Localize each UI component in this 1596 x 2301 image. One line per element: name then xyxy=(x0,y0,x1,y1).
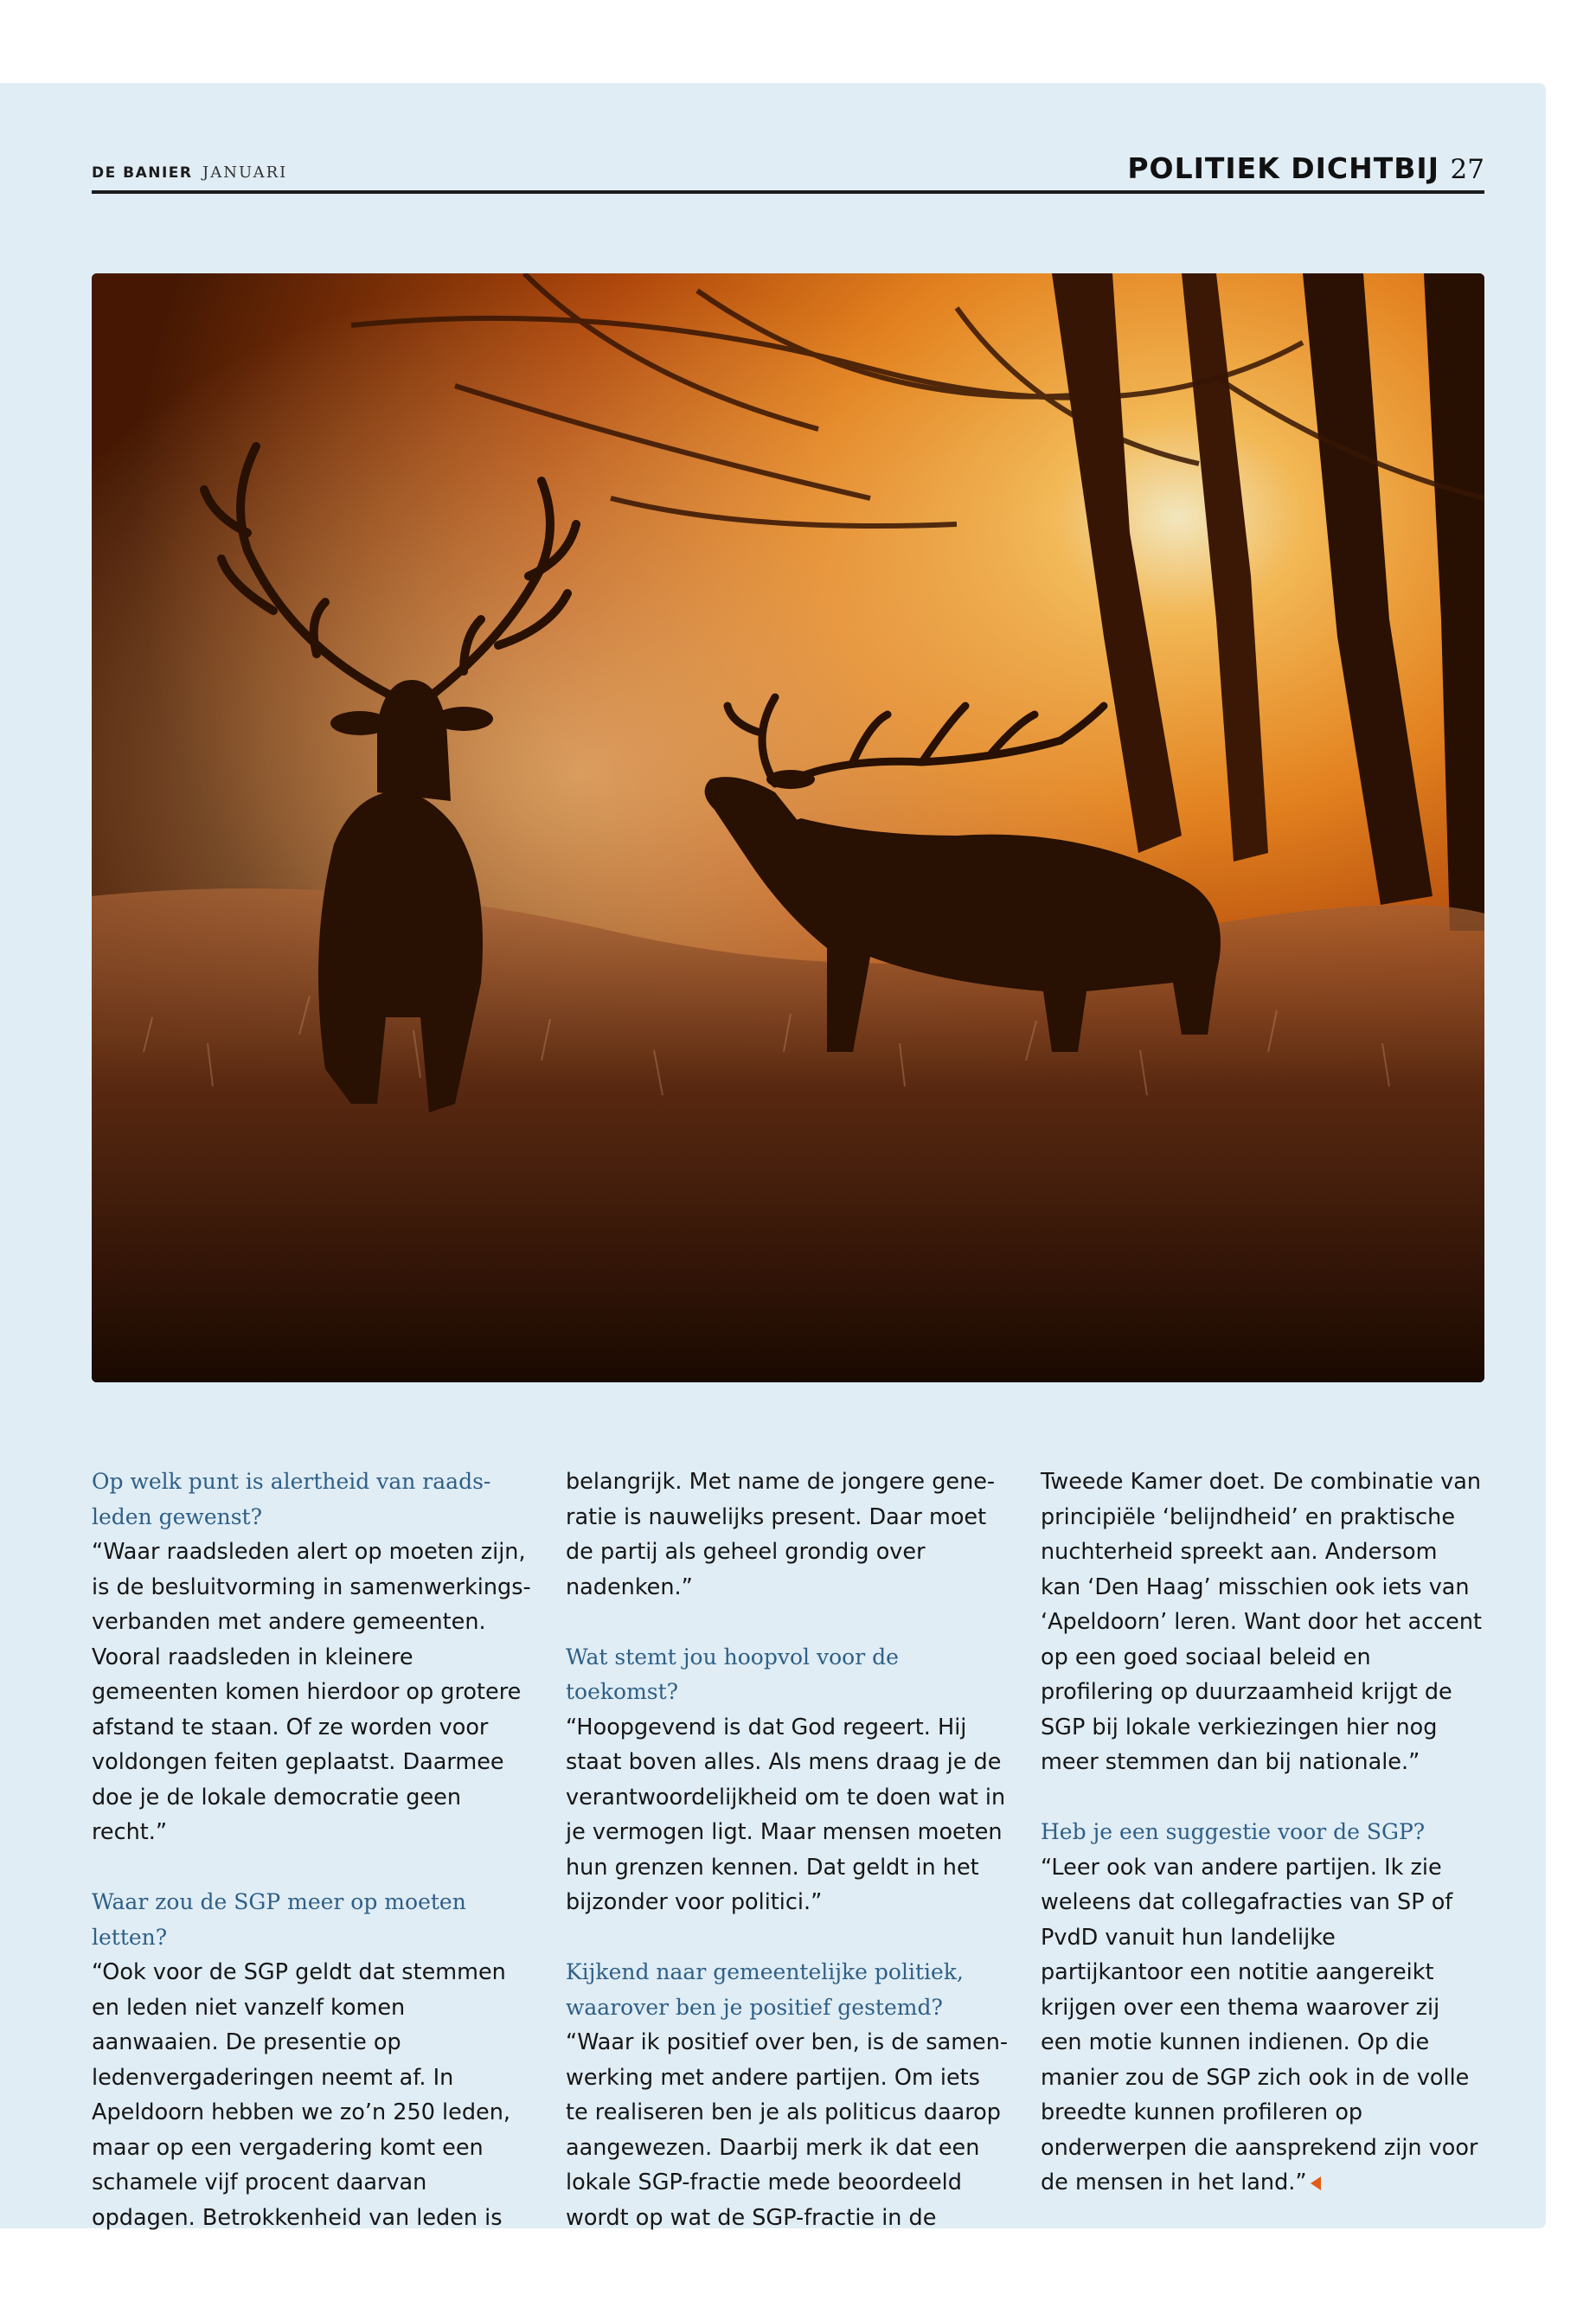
section-title: POLITIEK DICHTBIJ xyxy=(1127,151,1439,185)
answer-paragraph: Tweede Kamer doet. De combinatie van principiële ‘belijndheid’ en praktische nuchterheid spreekt aan. Andersom kan ‘Den Haag’ misschien ook iets van ‘Apeldoorn’ leren. Want door het accent op een goed sociaal beleid en profilering op duurzaamheid krijgt de SGP bij lokale verkiezingen hier nog meer stemmen dan bij nationale.” xyxy=(1041,1469,1482,1775)
page-number: 27 xyxy=(1450,154,1484,185)
article-columns xyxy=(92,1465,1484,2231)
answer-paragraph: belangrijk. Met name de jongere gene-ratie is nauwelijks present. Daar moet de partij als geheel grondig over nadenken.” xyxy=(566,1469,996,1600)
end-of-article-icon xyxy=(1311,2176,1321,2190)
magazine-name: DE BANIER xyxy=(92,164,193,182)
question-heading: Op welk punt is alertheid van raads-leden gewenst? xyxy=(92,1469,491,1529)
final-answer-paragraph xyxy=(1041,1850,1484,2201)
answer-paragraph: “Waar raadsleden alert op moeten zijn, is de besluitvorming in samenwerkings-verbanden met andere gemeenten. Vooral raadsleden in kleinere gemeenten komen hierdoor op grotere afstand te staan. Of ze worden voor voldongen feiten geplaatst. Daarmee doe je de lokale democratie geen recht.” xyxy=(92,1539,531,1845)
answer-paragraph: “Waar ik positief over ben, is de samen-werking met andere partijen. Om iets te realiseren ben je als politicus daarop aangewezen. Daarbij merk ik dat een lokale SGP-fractie mede beoordeeld wordt op wat de SGP-fractie in de xyxy=(566,2029,1009,2231)
answer-paragraph: “Hoopgevend is dat God regeert. Hij staat boven alles. Als mens draag je de verantwoordelijkheid om te doen wat in je vermogen ligt. Maar mensen moeten hun grenzen kennen. Dat geldt in het bijzonder voor politici.” xyxy=(566,1714,1006,1915)
article-column-3 xyxy=(1041,1465,1484,2201)
question-heading: Heb je een suggestie voor de SGP? xyxy=(1041,1819,1426,1844)
answer-paragraph: “Ook voor de SGP geldt dat stemmen en leden niet vanzelf komen aanwaaien. De presentie op ledenvergaderingen neemt af. In Apeldoorn hebben we zo’n 250 leden, maar op een vergadering komt een schamele vijf procent daarvan opdagen. Betrokkenheid van leden is xyxy=(92,1959,510,2231)
deer-sunrise-illustration xyxy=(92,273,1484,1382)
question-heading: Wat stemt jou hoopvol voor de toekomst? xyxy=(566,1644,899,1704)
article-column-1 xyxy=(92,1465,535,2235)
article-column-2 xyxy=(566,1465,1009,2235)
question-heading: Waar zou de SGP meer op moeten letten? xyxy=(92,1889,466,1950)
deer-photo xyxy=(92,273,1484,1382)
question-heading: Kijkend naar gemeentelijke politiek, waarover ben je positief gestemd? xyxy=(566,1959,964,2020)
running-header xyxy=(92,145,1484,194)
answer-text: “Leer ook van andere partijen. Ik zie weleens dat collegafracties van SP of PvdD vanuit hun landelijke partijkantoor een notitie aangereikt krijgen over een thema waarover zij een motie kunnen indienen. Op die manier zou de SGP zich ook in de volle breedte kunnen profileren op onderwerpen die aansprekend zijn voor de mensen in het land.” xyxy=(1041,1854,1478,2195)
issue-month: JANUARI xyxy=(202,163,288,182)
